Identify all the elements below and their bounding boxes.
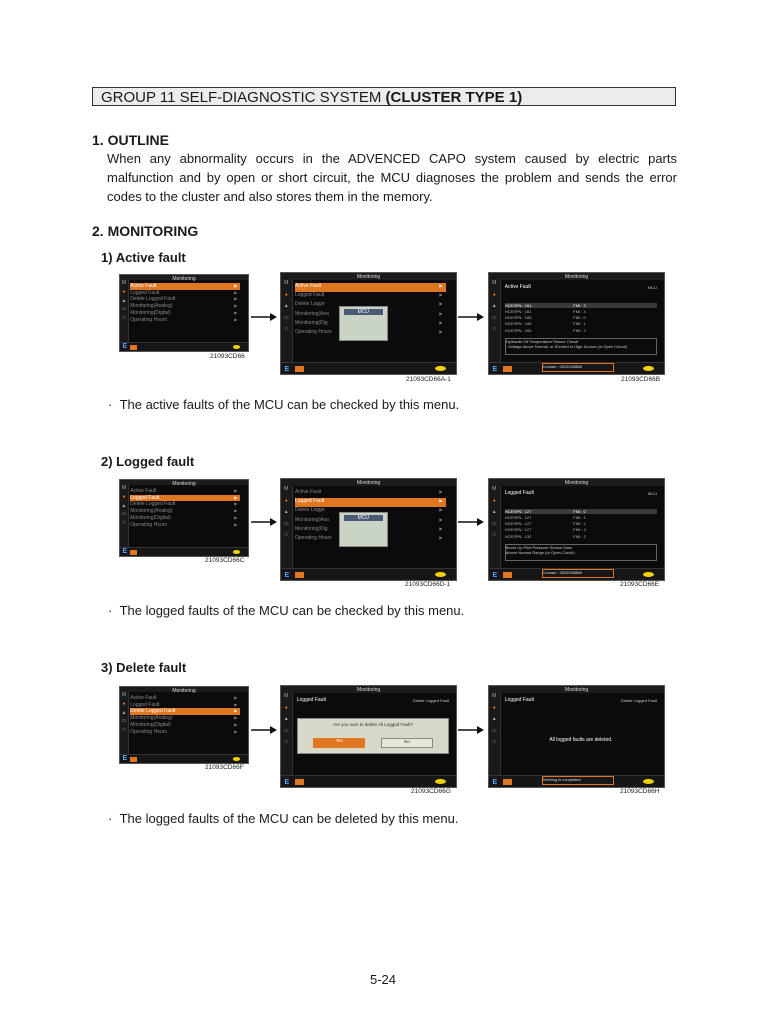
screen-title: Monitoring	[281, 273, 456, 280]
home-icon: ▭	[121, 306, 127, 313]
home-icon: ▭	[283, 314, 289, 321]
screen-sidebar	[120, 485, 129, 547]
indicator-icon	[435, 366, 446, 371]
arrow-icon	[458, 518, 484, 526]
e-icon: E	[122, 548, 128, 556]
menu-item[interactable]: Active Fault ▶	[295, 283, 446, 292]
monitor-icon: ●	[122, 701, 126, 708]
home-icon: ▭	[283, 520, 289, 527]
yes-button[interactable]: Yes	[313, 738, 366, 748]
screen-bottom-bar	[120, 342, 248, 351]
caption: 21093CD66C	[205, 557, 245, 564]
caption: 21093CD66B	[621, 376, 661, 383]
arrow-icon	[251, 313, 277, 321]
fault-row[interactable]: HCESPN : 165 FMI : 1	[504, 321, 586, 327]
screen-title: Monitoring	[120, 480, 248, 485]
mcu-popup[interactable]	[339, 512, 388, 546]
menu-item[interactable]: Delete Logged Fault ▶	[130, 296, 238, 303]
mcu-popup[interactable]	[339, 306, 388, 340]
m-icon: M	[492, 280, 497, 287]
monitoring-heading: 2. MONITORING	[92, 223, 199, 239]
caption: 21093CD66	[210, 353, 245, 360]
e-icon: E	[284, 571, 290, 579]
menu-item[interactable]: Delete Logge ▶	[295, 301, 443, 308]
group-title	[92, 87, 676, 106]
user-icon: ▲	[283, 716, 289, 723]
star-icon: ☆	[121, 315, 127, 322]
menu-item[interactable]: Active Fault ▶	[295, 489, 443, 496]
e-icon: E	[492, 365, 498, 373]
indicator-icon	[643, 366, 654, 371]
home-icon: ▭	[491, 727, 497, 734]
group-title-bold: (CLUSTER TYPE 1)	[385, 89, 523, 106]
menu-item[interactable]: Delete Logge ▶	[295, 507, 443, 514]
menu-item[interactable]: Operating Hours ▶	[295, 329, 443, 336]
home-icon: ▭	[283, 727, 289, 734]
user-icon: ▲	[491, 509, 497, 516]
m-icon: M	[121, 485, 126, 492]
screen-sidebar	[120, 692, 129, 754]
outline-heading: 1. OUTLINE	[92, 132, 170, 148]
screen-title: Monitoring	[489, 686, 664, 693]
fault-row[interactable]: HCESPN : 127 FMI : 1	[504, 515, 586, 521]
screen-menu-popup	[280, 272, 457, 375]
fault-row[interactable]: HCESPN : 132 FMI : 2	[504, 533, 586, 539]
menu-item[interactable]: Monitoring(Ana ▶	[295, 310, 443, 317]
arrow-icon	[251, 518, 277, 526]
confirm-dialog	[297, 718, 450, 753]
menu-item[interactable]: Monitoring(Analog) ▶	[130, 508, 238, 515]
menu-item[interactable]: Operating Hours ▶	[130, 729, 238, 736]
detail-tag: Delete Logged Fault	[620, 698, 657, 704]
status-message: Deleting is completed	[542, 776, 614, 785]
outline-text: When any abnormality occurs in the ADVENCED CAPO system caused by electric parts malfunction and by open or short circuit, the MCU diagnoses the problem and sends the error codes to the cluster and also stores them in the memory.	[107, 151, 677, 204]
menu-item[interactable]: Operating Hours ▶	[130, 522, 238, 529]
caption: 21093CD66H	[620, 788, 660, 795]
menu-item[interactable]: Logged Fault ▶	[295, 292, 443, 299]
menu-item[interactable]: Operating Hours ▶	[295, 535, 443, 542]
m-icon: M	[284, 280, 289, 287]
menu-item[interactable]: Monitoring(Analog) ▶	[130, 303, 238, 310]
monitor-icon: ●	[492, 291, 496, 298]
screen-sidebar	[281, 693, 293, 776]
fault-description: Boom Up Pilot Pressure Sensor Data Above Normal Range (or Open Circuit)	[505, 544, 657, 561]
e-icon: E	[492, 571, 498, 579]
screen-bottom-bar	[281, 568, 456, 580]
menu-item[interactable]: Operating Hours ▶	[130, 317, 238, 324]
monitor-icon: ●	[122, 494, 126, 501]
monitor-icon: ●	[284, 704, 288, 711]
section-heading-delete-fault: 3) Delete fault	[101, 660, 187, 675]
menu-item[interactable]: Delete Logged Fault ▶	[130, 708, 240, 715]
monitoring-menu	[130, 283, 240, 336]
monitor-icon: ●	[284, 291, 288, 298]
home-icon: ▭	[121, 718, 127, 725]
star-icon: ☆	[284, 326, 289, 333]
indicator-icon	[233, 757, 241, 761]
operator-icon	[130, 550, 136, 555]
indicator-icon	[435, 779, 446, 784]
screen-title: Monitoring	[120, 687, 248, 692]
arrow-icon	[458, 313, 484, 321]
bullet-delete-fault: · The logged faults of the MCU can be deleted by this menu.	[108, 811, 459, 826]
monitor-icon: ●	[122, 289, 126, 296]
screen-sidebar	[489, 486, 501, 569]
fault-row[interactable]: HCESPN : 165 FMI : 0	[504, 315, 586, 321]
home-icon: ▭	[491, 520, 497, 527]
group-title-plain: GROUP 11 SELF-DIAGNOSTIC SYSTEM	[101, 89, 386, 106]
operator-icon	[295, 366, 304, 373]
user-icon: ▲	[283, 509, 289, 516]
caption: 21093CD66A-1	[406, 376, 451, 383]
m-icon: M	[284, 693, 289, 700]
bullet-active-fault: · The active faults of the MCU can be checked by this menu.	[108, 397, 460, 412]
fault-row[interactable]: HCESPN : 161 FMI : 3	[505, 303, 657, 308]
monitoring-menu	[130, 488, 240, 541]
menu-item[interactable]: Monitoring(Digital) ▶	[130, 310, 238, 317]
screen-bottom-bar	[489, 775, 664, 787]
operator-icon	[503, 572, 512, 579]
popup-label[interactable]: MCU	[344, 309, 384, 315]
menu-item[interactable]: Monitoring(Dig ▶	[295, 319, 443, 326]
e-icon: E	[122, 755, 128, 763]
detail-tag: MCU	[647, 491, 657, 497]
star-icon: ☆	[492, 739, 497, 746]
star-icon: ☆	[492, 326, 497, 333]
caption: 21093CD66D-1	[405, 581, 451, 588]
operator-icon	[503, 779, 512, 786]
e-icon: E	[122, 343, 128, 351]
indicator-icon	[643, 779, 654, 784]
home-icon: ▭	[121, 511, 127, 518]
star-icon: ☆	[492, 532, 497, 539]
screen-title: Monitoring	[489, 479, 664, 486]
menu-item[interactable]: Logged Fault ▶	[130, 701, 238, 708]
menu-item[interactable]: Logged Fault ▶	[130, 495, 240, 502]
menu-item[interactable]: Monitoring(Digital) ▶	[130, 722, 238, 729]
user-icon: ▲	[283, 303, 289, 310]
fault-row[interactable]: HCESPN : 127 FMI : 0	[505, 509, 657, 514]
detail-tag: MCU	[647, 285, 657, 291]
star-icon: ☆	[121, 520, 127, 527]
m-icon: M	[492, 693, 497, 700]
indicator-icon	[435, 572, 446, 577]
section-heading-active-fault: 1) Active fault	[101, 250, 186, 265]
e-icon: E	[284, 365, 290, 373]
m-icon: M	[284, 486, 289, 493]
screen-menu-popup	[280, 478, 457, 581]
e-icon: E	[284, 778, 290, 786]
fault-description: Hydraulic Oil Temperature Sensor Circuit - Voltage Above Normal, or Shorted to High Source (or Open Circuit)	[505, 338, 657, 355]
menu-item[interactable]: Logged Fault ▶	[295, 498, 446, 507]
user-icon: ▲	[491, 303, 497, 310]
screen-sidebar	[281, 486, 293, 569]
monitor-icon: ●	[492, 497, 496, 504]
arrow-icon	[458, 726, 484, 734]
screen-title: Monitoring	[281, 686, 456, 693]
user-icon: ▲	[491, 716, 497, 723]
screen-sidebar	[281, 280, 293, 363]
fault-row[interactable]: HCESPN : 127 FMI : 2	[504, 521, 586, 527]
popup-label[interactable]: MCU	[344, 515, 384, 521]
no-button[interactable]: No	[381, 738, 434, 748]
home-icon: ▭	[491, 314, 497, 321]
menu-item[interactable]: Active Fault ▶	[130, 487, 238, 494]
user-icon: ▲	[121, 502, 127, 509]
indicator-icon	[233, 550, 241, 554]
menu-item[interactable]: Monitoring(Ana ▶	[295, 516, 443, 523]
confirm-question: Are you sure to delete All Logged Fault?	[332, 721, 414, 727]
e-icon: E	[492, 778, 498, 786]
star-icon: ☆	[284, 532, 289, 539]
operator-icon	[503, 366, 512, 373]
indicator-icon	[643, 572, 654, 577]
user-icon: ▲	[121, 297, 127, 304]
caption: 21093CD66E	[620, 581, 660, 588]
caption: 21093CD66G	[411, 788, 451, 795]
star-icon: ☆	[121, 727, 127, 734]
screen-sidebar	[489, 693, 501, 776]
monitor-icon: ●	[284, 497, 288, 504]
fault-row[interactable]: HCESPN : 161 FMI : 4	[504, 309, 586, 315]
section-heading-logged-fault: 2) Logged fault	[101, 454, 195, 469]
screen-sidebar	[489, 280, 501, 363]
menu-item[interactable]: Logged Fault ▶	[130, 289, 238, 296]
screen-fault-detail	[488, 478, 665, 581]
user-icon: ▲	[121, 709, 127, 716]
detail-title: Active Fault	[504, 284, 531, 291]
indicator-icon	[233, 345, 241, 349]
caption: 21093CD66F	[205, 764, 244, 771]
screen-title: Monitoring	[489, 273, 664, 280]
bullet-logged-fault: · The logged faults of the MCU can be checked by this menu.	[108, 603, 465, 618]
m-icon: M	[121, 280, 126, 287]
m-icon: M	[121, 692, 126, 699]
screen-bottom-bar	[281, 775, 456, 787]
screen-fault-detail	[488, 272, 665, 375]
screen-bottom-bar	[120, 754, 248, 763]
screen-title: Monitoring	[281, 479, 456, 486]
menu-item[interactable]: Monitoring(Dig ▶	[295, 525, 443, 532]
screen-bottom-bar	[281, 362, 456, 374]
screen-bottom-bar	[489, 362, 664, 374]
monitor-icon: ●	[492, 704, 496, 711]
screen-delete-result	[488, 685, 665, 788]
detail-tag: Delete Logged Fault	[412, 698, 449, 704]
screen-bottom-bar	[489, 568, 664, 580]
menu-item[interactable]: Active Fault ▶	[130, 694, 238, 701]
detail-title: Logged Fault	[504, 697, 534, 704]
screen-menu-small	[119, 479, 249, 557]
operator-icon	[130, 757, 136, 762]
menu-item[interactable]: Monitoring(Digital) ▶	[130, 515, 238, 522]
screen-bottom-bar	[120, 547, 248, 556]
arrow-icon	[251, 726, 277, 734]
contact-message: Contact : 0522028888	[542, 569, 614, 578]
m-icon: M	[492, 486, 497, 493]
page-number: 5-24	[370, 972, 397, 987]
deleted-message: All logged faults are deleted.	[549, 736, 613, 743]
contact-message: Contact : 0522028888	[542, 363, 614, 372]
menu-item[interactable]: Delete Logged Fault ▶	[130, 501, 238, 508]
screen-title: Monitoring	[120, 275, 248, 280]
operator-icon	[295, 779, 304, 786]
screen-sidebar	[120, 280, 129, 342]
fault-row[interactable]: HCESPN : 165 FMI : 2	[504, 327, 586, 333]
fault-row[interactable]: HCESPN : 127 FMI : 4	[504, 527, 586, 533]
detail-title: Logged Fault	[504, 490, 534, 497]
menu-item[interactable]: Active Fault ▶	[130, 283, 240, 290]
screen-menu-small	[119, 274, 249, 352]
screen-delete-confirm	[280, 685, 457, 788]
monitoring-menu	[130, 695, 240, 748]
operator-icon	[130, 345, 136, 350]
operator-icon	[295, 572, 304, 579]
star-icon: ☆	[284, 739, 289, 746]
menu-item[interactable]: Monitoring(Analog) ▶	[130, 715, 238, 722]
screen-menu-small	[119, 686, 249, 764]
detail-title: Logged Fault	[296, 697, 326, 704]
